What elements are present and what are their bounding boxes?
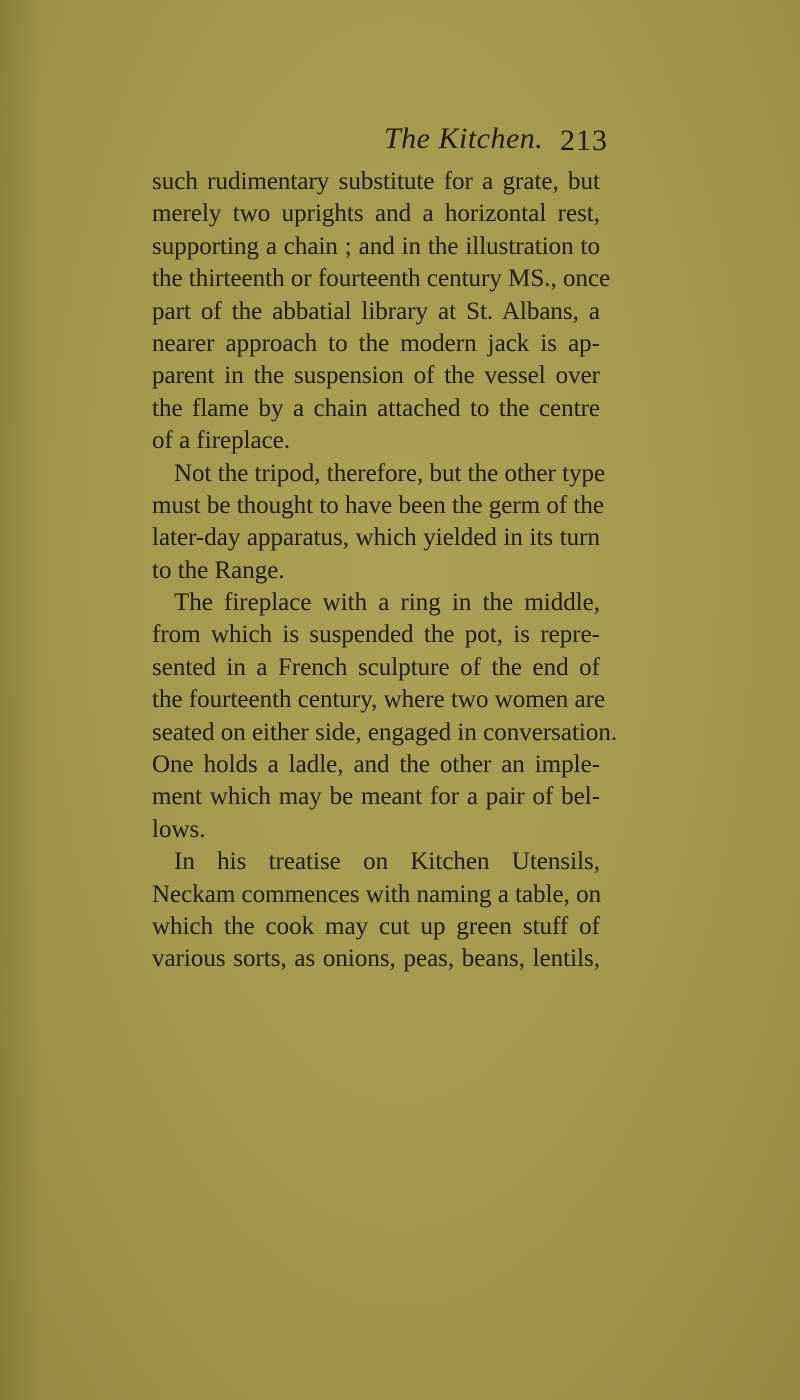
text-line: parent in the suspension of the vessel over	[152, 362, 600, 390]
text-line: part of the abbatial library at St. Albans, a	[152, 297, 600, 325]
page-number: 213	[560, 124, 608, 157]
text-line: must be thought to have been the germ of the	[152, 491, 604, 519]
text-line: the fourteenth century, where two women are	[152, 686, 606, 714]
text-line: Neckam commences with naming a table, on	[152, 880, 602, 908]
text-line: the thirteenth or fourteenth century MS., once	[152, 265, 611, 293]
text-line: of a fireplace.	[152, 427, 291, 455]
text-line: supporting a chain ; and in the illustration to	[152, 232, 600, 260]
running-head-title: The Kitchen.	[384, 122, 544, 155]
page-shadow-edge	[0, 0, 40, 1400]
body-text	[152, 166, 618, 976]
text-line: Not the tripod, therefore, but the other type	[174, 459, 606, 487]
text-line: In his treatise on Kitchen Utensils,	[174, 848, 600, 876]
text-line: lows.	[152, 815, 206, 843]
text-line: various sorts, as onions, peas, beans, lentils,	[152, 945, 600, 973]
text-line: One holds a ladle, and the other an imple-	[152, 751, 600, 779]
text-line: The fireplace with a ring in the middle,	[174, 589, 600, 617]
text-line: from which is suspended the pot, is repre-	[152, 621, 600, 649]
text-line: later-day apparatus, which yielded in its turn	[152, 524, 600, 552]
running-head	[0, 122, 800, 166]
text-line: sented in a French sculpture of the end of	[152, 653, 600, 681]
text-line: nearer approach to the modern jack is ap-	[152, 329, 600, 357]
text-line: the flame by a chain attached to the centre	[152, 394, 600, 422]
text-line: to the Range.	[152, 556, 285, 584]
text-line: seated on either side, engaged in conversation.	[152, 718, 618, 746]
text-line: such rudimentary substitute for a grate, but	[152, 168, 600, 195]
text-line: ment which may be meant for a pair of bel-	[152, 783, 600, 811]
text-line: merely two uprights and a horizontal rest,	[152, 200, 600, 228]
text-line: which the cook may cut up green stuff of	[152, 912, 600, 940]
